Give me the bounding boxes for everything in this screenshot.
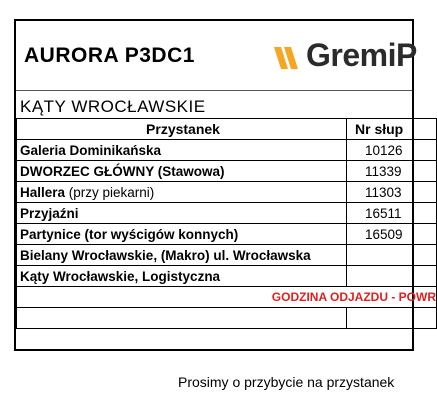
table-row [17,245,437,266]
stop-number-cell: 11303 [347,182,437,203]
stop-number-cell: 10126 [347,140,437,161]
column-header-number: Nr słup [347,119,437,140]
stops-table [16,118,437,329]
direction-row [16,90,412,119]
stop-name-cell: DWORZEC GŁÓWNY (Stawowa) [17,161,347,182]
departure-notice-row [17,287,437,308]
table-row [17,203,437,224]
column-header-stop: Przystanek [17,119,347,140]
departure-notice: GODZINA ODJAZDU - POWR [17,287,437,308]
stop-name-cell: Bielany Wrocławskie, (Makro) ul. Wrocławska [17,245,347,266]
stop-number-cell: 16509 [347,224,437,245]
table-row [17,161,437,182]
stop-name-cell: Hallera (przy piekarni) [17,182,347,203]
table-header-row [17,119,437,140]
stop-name-cell: Partynice (tor wyścigów konnych) [17,224,347,245]
timetable-sheet [14,19,436,351]
blank-cell [17,308,347,329]
stop-name-cell: Kąty Wrocławskie, Logistyczna [17,266,347,287]
blank-cell [347,308,437,329]
logo-mark-icon [272,43,302,73]
table-row [17,224,437,245]
route-title: AURORA P3DC1 [24,44,195,67]
direction-label: KĄTY WROCŁAWSKIE [20,97,206,116]
logo-text: GremiP [306,37,417,73]
stop-number-cell: 16511 [347,203,437,224]
table-row [17,182,437,203]
stop-number-cell: 11339 [347,161,437,182]
table-row [17,266,437,287]
title-row [16,21,417,90]
footer-note: Prosimy o przybycie na przystanek [178,374,395,390]
table-row [17,140,437,161]
blank-row [17,308,437,329]
stop-name-cell: Przyjaźni [17,203,347,224]
stop-name-cell: Galeria Dominikańska [17,140,347,161]
stop-number-cell [347,266,437,287]
stop-number-cell [347,245,437,266]
